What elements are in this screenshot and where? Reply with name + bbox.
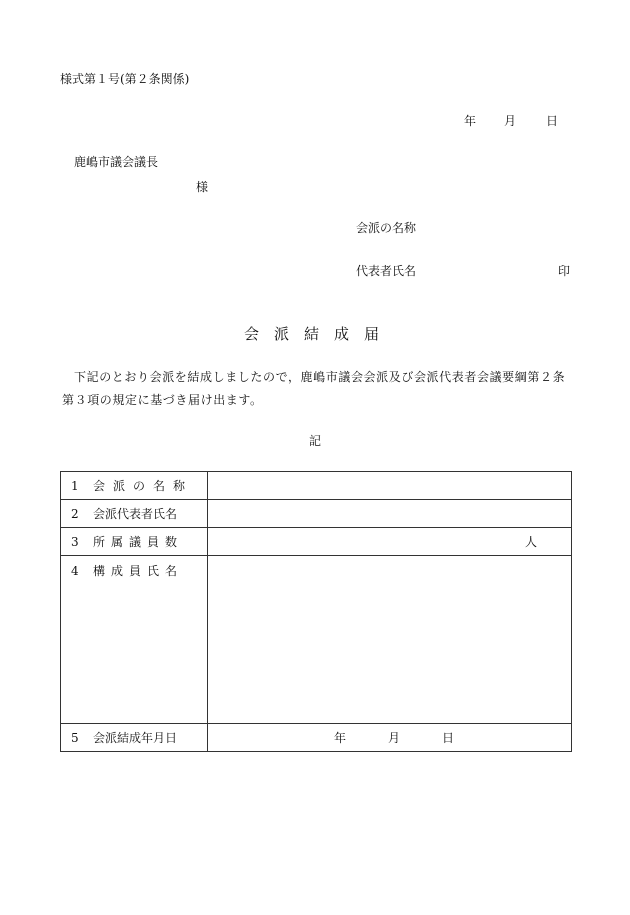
formation-month-label: 月 (388, 731, 401, 745)
representative-name-label: 代表者氏名 (356, 264, 417, 278)
row-label-text: 会派結成年月日 (93, 731, 178, 745)
ki-marker: 記 (308, 434, 321, 448)
submission-date (464, 112, 558, 129)
row-label-text: 構成員氏名 (93, 564, 184, 578)
table-row (61, 500, 572, 528)
row-label-text: 会派の名称 (93, 479, 194, 493)
row-label (61, 556, 208, 724)
row-number: 3 (71, 535, 79, 549)
addressee-name: 鹿嶋市議会議長 (74, 155, 159, 169)
row-label-text: 会派代表者氏名 (93, 507, 178, 521)
members-names-field[interactable] (208, 556, 572, 724)
row-label (61, 500, 208, 528)
row-label-text: 所属議員数 (93, 535, 184, 549)
table-row (61, 472, 572, 500)
member-count-field[interactable]: 人 (208, 528, 572, 556)
faction-name-field[interactable] (208, 472, 572, 500)
addressee-honorific: 様 (196, 180, 209, 194)
formation-day-label: 日 (442, 731, 455, 745)
row-number: 1 (71, 479, 79, 493)
table-row (61, 528, 572, 556)
formation-date-field[interactable] (208, 724, 572, 752)
representative-name-field[interactable] (208, 500, 572, 528)
document-title: 会派結成届 (243, 325, 394, 343)
form-table (60, 471, 572, 752)
row-number: 5 (71, 731, 79, 745)
date-year-label: 年 (464, 114, 477, 128)
date-day-label: 日 (546, 114, 559, 128)
body-text: 下記のとおり会派を結成しましたので，鹿嶋市議会会派及び会派代表者会議要綱第２条第３項の規定に基づき届け出ます。 (62, 370, 566, 407)
faction-name-label: 会派の名称 (356, 221, 417, 235)
formation-year-label: 年 (334, 731, 347, 745)
seal-mark: 印 (558, 264, 571, 278)
row-label (61, 528, 208, 556)
row-number: 2 (71, 507, 79, 521)
table-row (61, 556, 572, 724)
row-number: 4 (71, 564, 79, 578)
row-label (61, 472, 208, 500)
form-number: 様式第１号(第２条関係) (60, 72, 190, 86)
table-row (61, 724, 572, 752)
date-month-label: 月 (504, 114, 517, 128)
row-label (61, 724, 208, 752)
